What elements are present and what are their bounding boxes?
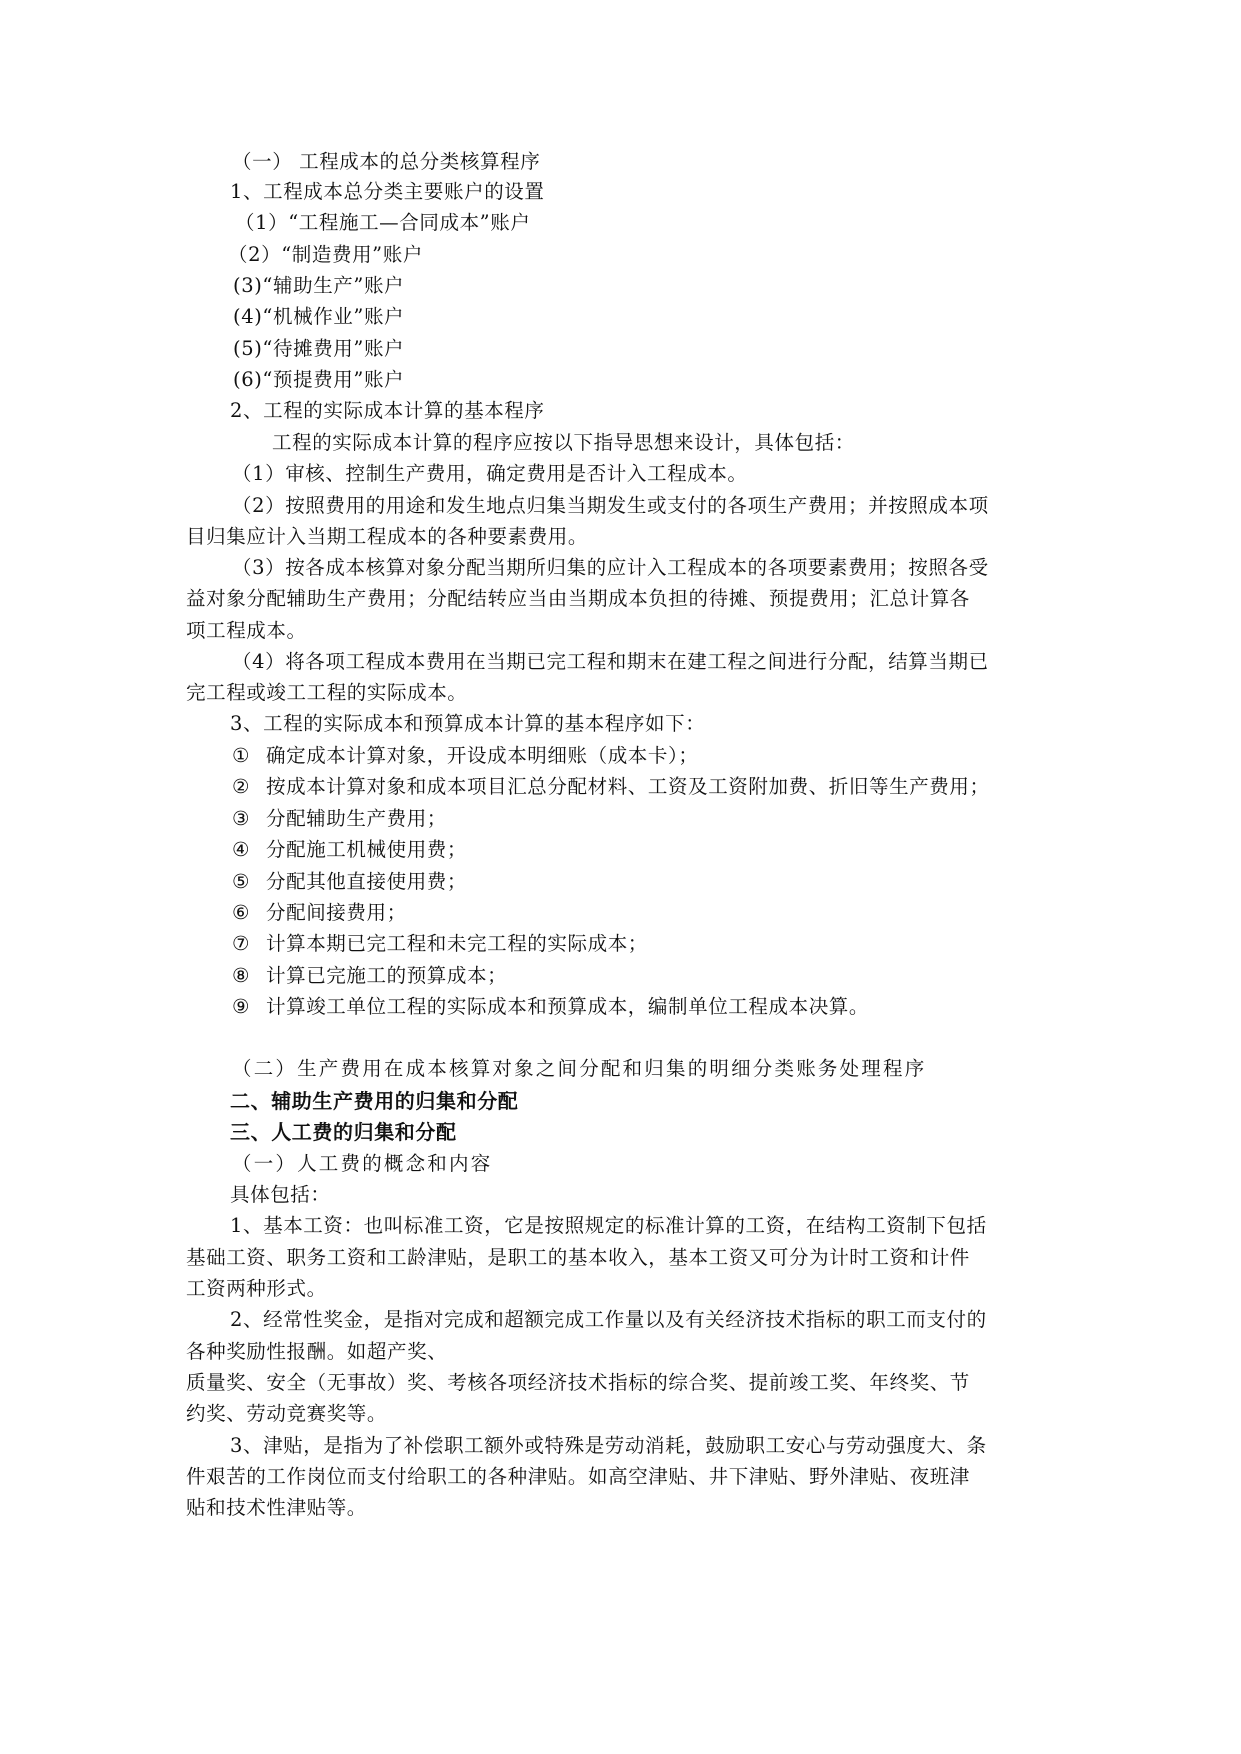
labor-subheading: （一）人工费的概念和内容	[232, 1152, 493, 1175]
labor-1-line: 工资两种形式。	[186, 1277, 327, 1300]
procedure-item	[232, 964, 507, 988]
procedure-item	[232, 807, 447, 831]
labor-2-line: 各种奖励性报酬。如超产奖、	[186, 1340, 448, 1363]
account-item: （1）“工程施工—合同成本”账户	[235, 211, 531, 234]
procedure-number: ⑥	[232, 901, 251, 924]
procedure-number: ⑦	[232, 932, 251, 955]
procedure-item	[232, 775, 990, 799]
item-2-heading: 2、工程的实际成本计算的基本程序	[230, 399, 545, 422]
labor-3-line: 贴和技术性津贴等。	[186, 1496, 367, 1519]
procedure-number: ⑨	[232, 995, 251, 1018]
step-3-line: 益对象分配辅助生产费用；分配结转应当由当期成本负担的待摊、预提费用；汇总计算各	[186, 587, 970, 610]
procedure-number: ④	[232, 838, 251, 861]
section-2-heading: （二）生产费用在成本核算对象之间分配和归集的明细分类账务处理程序	[232, 1057, 927, 1080]
labor-1-line: 基础工资、职务工资和工龄津贴，是职工的基本收入，基本工资又可分为计时工资和计件	[186, 1246, 970, 1269]
labor-3-line: 件艰苦的工作岗位而支付给职工的各种津贴。如高空津贴、井下津贴、野外津贴、夜班津	[186, 1465, 970, 1488]
procedure-item	[232, 901, 407, 925]
account-item: (3)“辅助生产”账户	[233, 274, 405, 297]
labor-2-line: 2、经常性奖金，是指对完成和超额完成工作量以及有关经济技术指标的职工而支付的	[230, 1308, 987, 1331]
step-3-line: 项工程成本。	[186, 619, 307, 642]
account-item: (4)“机械作业”账户	[233, 305, 405, 328]
item-2-intro: 工程的实际成本计算的程序应按以下指导思想来设计，具体包括：	[272, 431, 855, 454]
labor-intro: 具体包括：	[230, 1183, 331, 1206]
procedure-number: ⑤	[232, 870, 251, 893]
labor-3-line: 3、津贴，是指为了补偿职工额外或特殊是劳动消耗，鼓励职工安心与劳动强度大、条	[230, 1434, 987, 1457]
procedure-item	[232, 838, 467, 862]
section-1-heading: （一） 工程成本的总分类核算程序	[232, 150, 541, 173]
procedure-item	[232, 744, 698, 768]
procedure-text: 按成本计算对象和成本项目汇总分配材料、工资及工资附加费、折旧等生产费用；	[266, 775, 990, 798]
procedure-text: 确定成本计算对象，开设成本明细账（成本卡）；	[266, 744, 699, 767]
labor-2-line: 质量奖、安全（无事故）奖、考核各项经济技术指标的综合奖、提前竣工奖、年终奖、节	[186, 1371, 970, 1394]
part-2-heading: 二、辅助生产费用的归集和分配	[230, 1089, 519, 1113]
procedure-number: ⑧	[232, 964, 251, 987]
step-2-line: 目归集应计入当期工程成本的各种要素费用。	[186, 525, 589, 548]
procedure-text: 分配辅助生产费用；	[266, 807, 447, 830]
account-item: （2）“制造费用”账户	[228, 243, 423, 266]
procedure-item	[232, 995, 869, 1019]
step-3-line: （3）按各成本核算对象分配当期所归集的应计入工程成本的各项要素费用；按照各受	[232, 556, 989, 579]
procedure-text: 分配间接费用；	[266, 901, 407, 924]
procedure-text: 分配其他直接使用费；	[266, 870, 468, 893]
procedure-item	[232, 932, 648, 956]
account-item: (5)“待摊费用”账户	[233, 337, 405, 360]
item-1-heading: 1、工程成本总分类主要账户的设置	[230, 180, 545, 203]
procedure-number: ③	[232, 807, 251, 830]
account-item: (6)“预提费用”账户	[233, 368, 405, 391]
step-4-line: （4）将各项工程成本费用在当期已完工程和期末在建工程之间进行分配，结算当期已	[232, 650, 989, 673]
procedure-number: ②	[232, 775, 251, 798]
step-4-line: 完工程或竣工工程的实际成本。	[186, 681, 468, 704]
step-1: （1）审核、控制生产费用，确定费用是否计入工程成本。	[232, 462, 748, 485]
procedure-item	[232, 870, 467, 894]
procedure-text: 分配施工机械使用费；	[266, 838, 468, 861]
step-2-line: （2）按照费用的用途和发生地点归集当期发生或支付的各项生产费用；并按照成本项	[232, 494, 989, 517]
labor-1-line: 1、基本工资：也叫标准工资，它是按照规定的标准计算的工资，在结构工资制下包括	[230, 1214, 987, 1237]
item-3-heading: 3、工程的实际成本和预算成本计算的基本程序如下：	[230, 712, 706, 735]
procedure-number: ①	[232, 744, 251, 767]
procedure-text: 计算本期已完工程和未完工程的实际成本；	[266, 932, 648, 955]
procedure-text: 计算已完施工的预算成本；	[266, 964, 508, 987]
part-3-heading: 三、人工费的归集和分配	[230, 1120, 457, 1144]
procedure-text: 计算竣工单位工程的实际成本和预算成本，编制单位工程成本决算。	[266, 995, 870, 1018]
labor-2-line: 约奖、劳动竞赛奖等。	[186, 1402, 388, 1425]
